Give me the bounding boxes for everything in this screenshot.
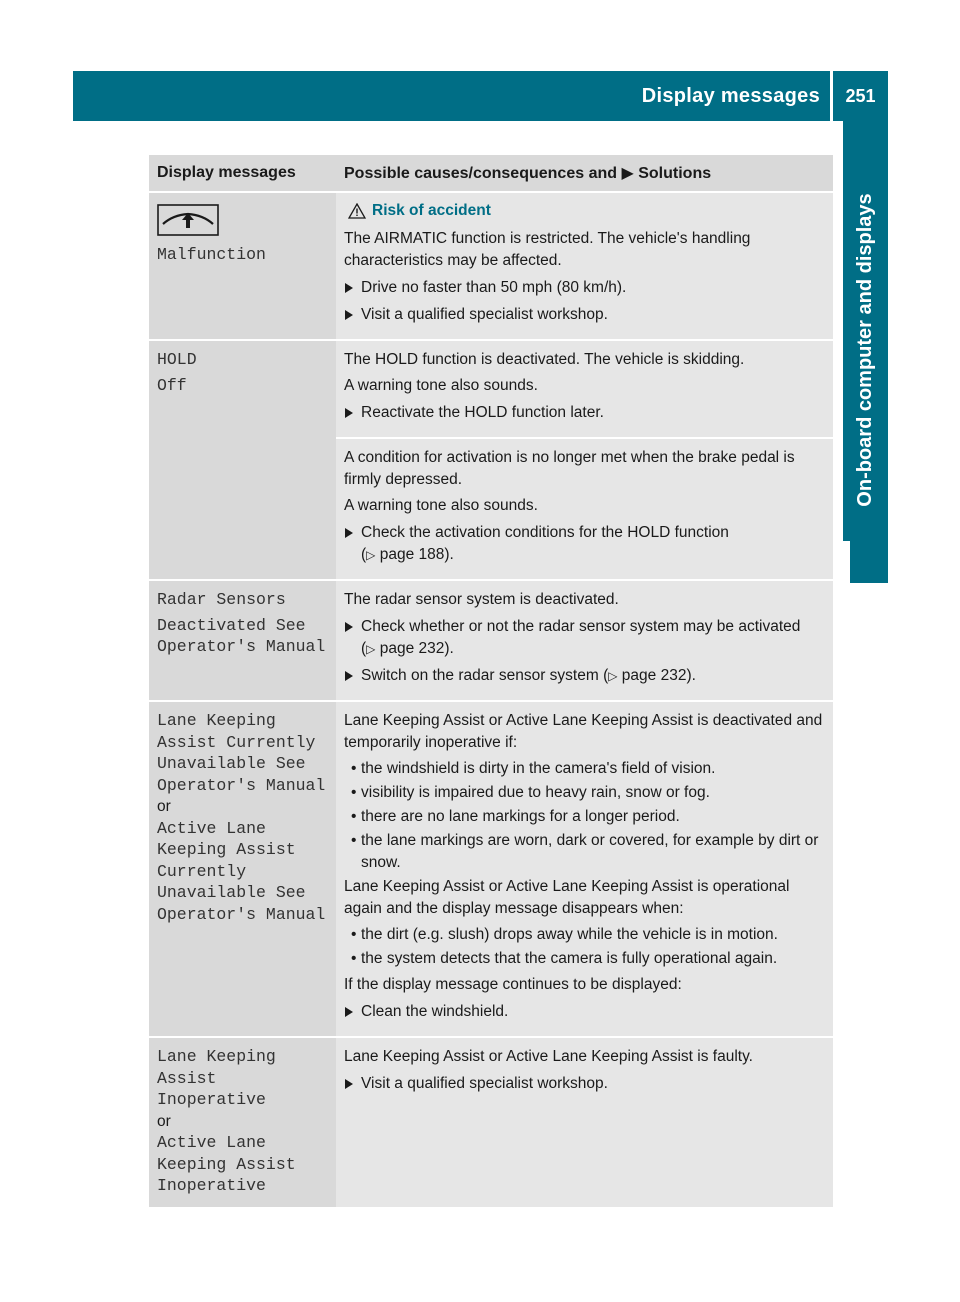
- solution-step: [344, 665, 825, 687]
- message-text: Assist Currently: [157, 732, 316, 752]
- solution-step-text: Check whether or not the radar sensor system may be activated: [361, 618, 801, 635]
- col-header-solutions: Solutions: [638, 165, 712, 182]
- message-text: Malfunction: [157, 245, 266, 264]
- cause-text: Lane Keeping Assist or Active Lane Keeping Assist is operational again and the display message disappears when:: [344, 878, 790, 917]
- page-title: Display messages: [641, 85, 820, 107]
- message-text: Keeping Assist: [157, 1154, 296, 1174]
- solution-step: Visit a qualified specialist workshop.: [344, 304, 825, 326]
- list-item: • the windshield is dirty in the camera's field of vision.: [344, 758, 825, 780]
- table-row: [149, 1037, 833, 1208]
- message-text: Operator's Manual: [157, 637, 326, 656]
- message-text: Unavailable See: [157, 754, 306, 773]
- message-text: Unavailable See: [157, 883, 306, 902]
- cause-text: If the display message continues to be displayed:: [344, 976, 682, 993]
- message-text: Keeping Assist: [157, 840, 296, 859]
- col-header-causes-text: Possible causes/consequences and: [344, 165, 618, 182]
- message-cell: [149, 580, 336, 701]
- col-header-causes: [336, 155, 833, 192]
- message-text: Active Lane: [157, 1133, 266, 1152]
- or-separator: or: [157, 1112, 171, 1130]
- side-tab-marker: [850, 539, 888, 583]
- message-cell: [149, 192, 336, 340]
- page-ref: page 232).: [621, 667, 696, 684]
- message-cell: [149, 340, 336, 580]
- warning-title: Risk of accident: [372, 202, 491, 219]
- table-row: [149, 192, 833, 340]
- message-text: Active Lane: [157, 818, 266, 838]
- solution-step: Check whether or not the radar sensor system may be activated (▷ page 232).: [344, 616, 825, 660]
- page-ref-icon: ▷: [608, 669, 618, 683]
- warning-heading: [344, 200, 825, 222]
- cause-text: The AIRMATIC function is restricted. The vehicle's handling characteristics may be affected.: [344, 230, 751, 269]
- solution-step: Drive no faster than 50 mph (80 km/h).: [344, 277, 825, 299]
- message-text: Radar Sensors: [157, 590, 286, 609]
- message-text: Operator's Manual: [157, 775, 326, 795]
- message-text: Operator's Manual: [157, 904, 326, 924]
- list-item: • the dirt (e.g. slush) drops away while the vehicle is in motion.: [344, 924, 825, 946]
- solution-step-text: Switch on the radar sensor system (: [361, 667, 609, 684]
- cause-text: The HOLD function is deactivated. The vehicle is skidding.: [344, 351, 745, 368]
- cause-text: Lane Keeping Assist or Active Lane Keeping Assist is deactivated and temporarily inoperative if:: [344, 712, 823, 751]
- cause-text: The radar sensor system is deactivated.: [344, 591, 619, 608]
- cause-cell: [336, 1037, 833, 1208]
- table-row: [149, 340, 833, 438]
- message-text: Inoperative: [157, 1176, 266, 1195]
- col-header-display-messages: Display messages: [149, 155, 336, 192]
- message-text: HOLD: [157, 350, 197, 369]
- page-number: 251: [845, 86, 876, 106]
- cause-text: Lane Keeping Assist or Active Lane Keeping Assist is faulty.: [344, 1048, 753, 1065]
- cause-text: A warning tone also sounds.: [344, 497, 538, 514]
- list-item: • the system detects that the camera is fully operational again.: [344, 948, 825, 970]
- table-header-row: [149, 155, 833, 192]
- cause-cell: [336, 701, 833, 1037]
- message-text: Deactivated See: [157, 615, 306, 635]
- cause-cell: [336, 192, 833, 340]
- solution-step: Reactivate the HOLD function later.: [344, 402, 825, 424]
- message-text: Lane Keeping: [157, 711, 276, 730]
- cause-text: A condition for activation is no longer met when the brake pedal is firmly depressed.: [344, 449, 795, 488]
- page-ref: page 188).: [379, 546, 454, 563]
- solution-step: Clean the windshield.: [344, 1001, 825, 1023]
- table-row: [149, 580, 833, 701]
- list-item: • the lane markings are worn, dark or covered, for example by dirt or snow.: [344, 830, 825, 874]
- solution-step: Check the activation conditions for the HOLD function (▷ page 188).: [344, 522, 825, 566]
- side-tab-label: On-board computer and displays: [854, 193, 876, 507]
- table-row: [149, 701, 833, 1037]
- message-text: Assist Inoperative: [157, 1068, 266, 1109]
- page-ref: page 232).: [379, 640, 454, 657]
- cause-cell: [336, 438, 833, 580]
- display-messages-table: [149, 155, 833, 1209]
- page-ref-icon: ▷: [366, 548, 376, 562]
- message-text: Off: [157, 375, 187, 395]
- airmatic-vehicle-icon: [157, 204, 219, 236]
- or-separator: or: [157, 798, 171, 815]
- cause-cell: [336, 580, 833, 701]
- page-ref-icon: ▷: [366, 642, 376, 656]
- list-item: • there are no lane markings for a longer period.: [344, 806, 825, 828]
- solution-step-text: Check the activation conditions for the HOLD function: [361, 524, 729, 541]
- message-cell: [149, 701, 336, 1037]
- arrow-right-icon: ▶: [621, 165, 634, 182]
- cause-text: A warning tone also sounds.: [344, 377, 538, 394]
- solution-step: Visit a qualified specialist workshop.: [344, 1073, 825, 1095]
- message-cell: [149, 1037, 336, 1208]
- cause-cell: [336, 340, 833, 438]
- message-text: Lane Keeping: [157, 1047, 276, 1066]
- warning-triangle-icon: [348, 203, 366, 219]
- message-text: Currently: [157, 861, 247, 881]
- list-item: • visibility is impaired due to heavy rain, snow or fog.: [344, 782, 825, 804]
